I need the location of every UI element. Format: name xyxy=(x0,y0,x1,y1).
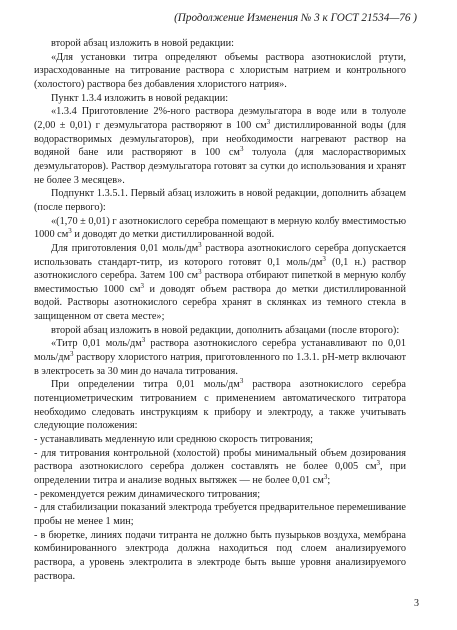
superscript: 3 xyxy=(376,459,380,468)
paragraph-p2 xyxy=(34,51,406,92)
superscript: 3 xyxy=(141,336,146,345)
paragraph-p10 xyxy=(34,378,406,433)
text-run: - устанавливать медленную или среднюю скорость титрования; xyxy=(34,434,314,446)
document-body xyxy=(34,37,406,583)
text-run: второй абзац изложить в новой редакции, дополнить абзацами (после второго): xyxy=(51,324,400,336)
text-run: ; xyxy=(327,475,331,486)
text-run: раствора азотнокислого серебра потенциометрическим титрованием с применением автоматического титратора необходимо следовать инструкциям к прибору и электроду, а также учитывать следующие положения: xyxy=(34,379,406,432)
paragraph-p4 xyxy=(34,105,406,187)
text-run: - рекомендуется режим динамического титрования; xyxy=(34,488,261,500)
paragraph-p6 xyxy=(34,215,406,242)
superscript: 3 xyxy=(323,473,328,481)
superscript: 3 xyxy=(266,117,271,126)
superscript: 3 xyxy=(69,350,74,359)
paragraph-p3 xyxy=(34,92,406,106)
text-run: и доводят объем раствора до метки дистиллированной водой. Растворы азотнокислого серебра хранят в склянках из темного стекла в защищенном от света месте»; xyxy=(34,283,406,323)
paragraph-p12 xyxy=(34,447,406,488)
paragraph-p1 xyxy=(34,37,406,51)
text-run: - для титрования контрольной (холостой) пробы минимальный объем дозирования раствора азотнокислого серебра должен составлять не более 0,005 см xyxy=(34,447,406,473)
text-run: толуола (для маслорастворимых деэмульгаторов). Раствор деэмульгатора готовят за сутки до использования и хранят не более 3 месяцев». xyxy=(34,147,406,186)
text-run: - для стабилизации показаний электрода требуется предварительное перемешивание пробы не менее 1 мин; xyxy=(34,502,406,527)
paragraph-p11 xyxy=(34,433,406,447)
paragraph-p5 xyxy=(34,187,406,214)
page-number: 3 xyxy=(414,598,419,609)
superscript: 3 xyxy=(68,227,72,236)
text-run: «Для установки титра определяют объемы раствора азотнокислой ртути, израсходованные на титрование раствора с хлористым натрием и контрольного (холостого) раствора без добавления хлористого натрия». xyxy=(34,51,406,90)
text-run: «Титр 0,01 моль/дм xyxy=(51,338,142,350)
text-run: раствора отбирают пипеткой в мерную колбу вместимостью 1000 см xyxy=(34,270,406,295)
paragraph-p8 xyxy=(34,324,406,338)
text-run: Пункт 1.3.4 изложить в новой редакции: xyxy=(51,92,229,104)
text-run: (0,1 н.) раствор азотнокислого серебра. Затем 100 см xyxy=(34,256,406,282)
text-run: Подпункт 1.3.5.1. Первый абзац изложить в новой редакции, дополнить абзацем (после первого): xyxy=(34,188,406,213)
superscript: 3 xyxy=(140,281,145,290)
paragraph-p9 xyxy=(34,337,406,378)
text-run: дистиллированной воды (для водорастворимых деэмульгаторов), при необходимости нагревают раствор на водяной бане или растворяют в 100 см xyxy=(34,119,406,159)
text-run: второй абзац изложить в новой редакции: xyxy=(51,38,234,49)
text-run: - в бюретке, линиях подачи титранта не должно быть пузырьков воздуха, мембрана комбинированного электрода должна находиться под слоем анализируемого раствора, а уровень электролита в электроде быть выше уровня анализируемого раствора. xyxy=(34,529,406,582)
text-run: , при определении титра и анализе водных вытяжек — не более 0,01 см xyxy=(34,461,406,486)
paragraph-p14 xyxy=(34,501,406,528)
paragraph-p13 xyxy=(34,488,406,502)
paragraph-p15 xyxy=(34,529,406,584)
superscript: 3 xyxy=(198,240,202,249)
text-run: При определении титра 0,01 моль/дм xyxy=(51,379,240,391)
text-run: Для приготовления 0,01 моль/дм xyxy=(51,242,199,254)
text-run: и доводят до метки дистиллированной водой. xyxy=(71,229,275,241)
superscript: 3 xyxy=(322,254,326,263)
superscript: 3 xyxy=(198,268,202,277)
text-run: раствора азотнокислого серебра допускается использовать стандарт-титр, из которого готовят 0,1 моль/дм xyxy=(34,242,406,268)
text-run: «1.3.4 Приготовление 2%-ного раствора деэмульгатора в воде или в толуоле (2,00 ± 0,01) г деэмульгатора растворяют в 100 см xyxy=(34,106,406,131)
paragraph-p7 xyxy=(34,242,406,324)
text-run: раствору хлористого натрия, приготовленного по 1.3.1. pH-метр включают в электросеть за 30 мин до начала титрования. xyxy=(34,352,406,377)
superscript: 3 xyxy=(239,377,244,386)
text-run: «(1,70 ± 0,01) г азотнокислого серебра помещают в мерную колбу вместимостью 1000 см xyxy=(34,215,407,241)
superscript: 3 xyxy=(239,145,244,154)
text-run: раствора азотнокислого серебра устанавливают по 0,01 моль/дм xyxy=(34,338,406,364)
running-header: (Продолжение Изменения № 3 к ГОСТ 21534—76 ) xyxy=(174,12,417,24)
